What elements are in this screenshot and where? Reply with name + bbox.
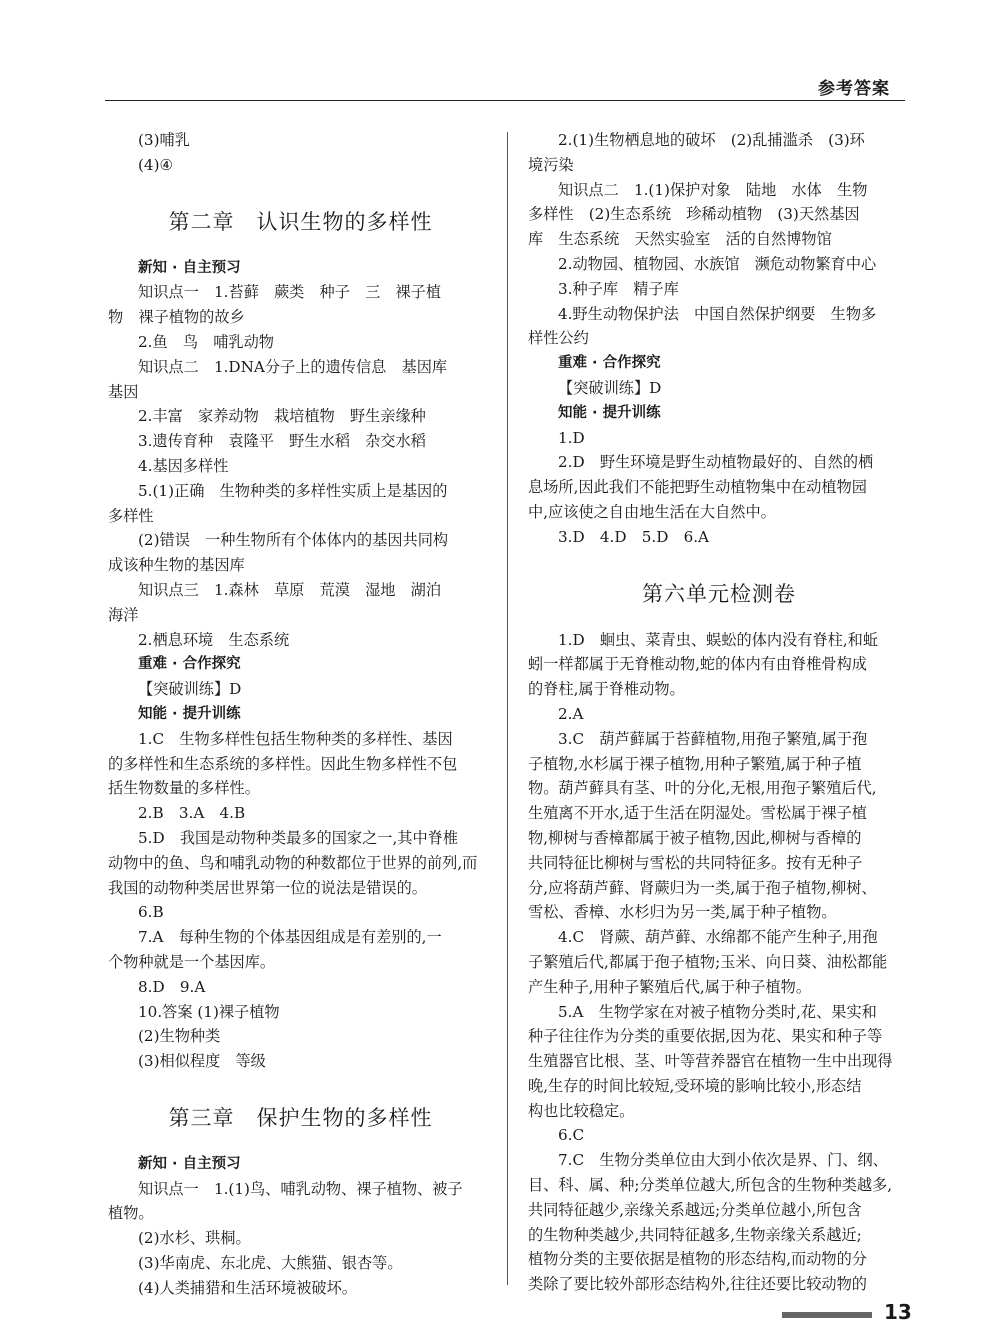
answer-line: 5.(1)正确 生物种类的多样性实质上是基因的: [138, 481, 448, 500]
answer-line: 4.野生动物保护法 中国自然保护纲要 生物多: [558, 304, 877, 323]
section-heading: 知能 · 提升训练: [558, 404, 661, 421]
answer-line: 知识点二 1.DNA分子上的遗传信息 基因库: [138, 357, 448, 376]
unit-test-title: 第六单元检测卷: [642, 581, 796, 606]
answer-line: 子植物,水杉属于裸子植物,用种子繁殖,属于种子植: [528, 754, 862, 773]
answer-line: 植物。: [108, 1204, 154, 1223]
answer-line: (3)华南虎、东北虎、大熊猫、银杏等。: [138, 1254, 403, 1273]
answer-line: 知识点一 1.(1)鸟、哺乳动物、裸子植物、被子: [138, 1179, 463, 1198]
answer-line: 6.B: [138, 903, 164, 922]
answer-line: 种子往往作为分类的重要依据,因为花、果实和种子等: [528, 1027, 883, 1046]
column-divider: [507, 132, 508, 1285]
answer-line: 6.C: [558, 1126, 585, 1145]
answer-line: 2.A: [558, 704, 584, 723]
answer-line: 3.D 4.D 5.D 6.A: [558, 527, 710, 546]
answer-line: 多样性 (2)生态系统 珍稀动植物 (3)天然基因: [528, 205, 860, 224]
answer-line: 2.鱼 鸟 哺乳动物: [138, 332, 274, 351]
answer-line: 个物种就是一个基因库。: [108, 952, 276, 971]
answer-line: 知识点三 1.森林 草原 荒漠 湿地 湖泊: [138, 580, 442, 599]
answer-line: 动物中的鱼、鸟和哺乳动物的种数都位于世界的前列,而: [108, 853, 478, 872]
section-heading: 新知 · 自主预习: [138, 259, 241, 276]
answer-line: 息场所,因此我们不能把野生动植物集中在动植物园: [528, 478, 867, 497]
answer-line: 2.动物园、植物园、水族馆 濒危动物繁育中心: [558, 254, 877, 273]
answer-line: 样性公约: [528, 329, 589, 348]
answer-line: 成该种生物的基因库: [108, 556, 245, 575]
answer-line: 物,柳树与香樟都属于被子植物,因此,柳树与香樟的: [528, 828, 862, 847]
answer-line: 3.C 葫芦藓属于苔藓植物,用孢子繁殖,属于孢: [558, 729, 868, 748]
answer-line: 8.D 9.A: [138, 977, 206, 996]
answer-line: 雪松、香樟、水杉归为另一类,属于种子植物。: [528, 903, 837, 922]
answer-line: 我国的动物种类居世界第一位的说法是错误的。: [108, 878, 427, 897]
answer-line: 7.C 生物分类单位由大到小依次是界、门、纲、: [558, 1151, 888, 1170]
answer-line: 类除了要比较外部形态结构外,往往还要比较动物的: [528, 1275, 867, 1294]
section-heading: 重难 · 合作探究: [138, 656, 241, 673]
answer-line: 知识点二 1.(1)保护对象 陆地 水体 生物: [558, 180, 868, 199]
answer-line: 1.D: [558, 428, 585, 447]
left-column: [108, 128, 493, 1301]
answer-line: (2)错误 一种生物所有个体体内的基因共同构: [138, 531, 449, 550]
answer-line: (3)哺乳: [138, 131, 190, 149]
answer-line: 产生种子,用种子繁殖后代,属于种子植物。: [528, 977, 812, 996]
answer-line: 子繁殖后代,都属于孢子植物;玉米、向日葵、油松都能: [528, 952, 888, 971]
answer-line: 4.基因多样性: [138, 456, 229, 475]
answer-line: 物。葫芦藓具有茎、叶的分化,无根,用孢子繁殖后代,: [528, 779, 877, 798]
answer-line: 5.A 生物学家在对被子植物分类时,花、果实和: [558, 1002, 877, 1021]
answer-line: (2)生物种类: [138, 1027, 221, 1046]
answer-line: 境污染: [528, 155, 574, 174]
answer-line: 库 生态系统 天然实验室 活的自然博物馆: [528, 230, 832, 249]
answer-line: 的脊柱,属于脊椎动物。: [528, 680, 685, 699]
answer-line: 生殖器官比根、茎、叶等营养器官在植物一生中出现得: [528, 1052, 893, 1071]
section-heading: 新知 · 自主预习: [138, 1155, 241, 1172]
answer-line: (4)④: [138, 155, 174, 174]
answer-line: 10.答案 (1)裸子植物: [138, 1002, 280, 1021]
answer-line: 1.D 蛔虫、菜青虫、蜈蚣的体内没有脊柱,和蚯: [558, 630, 879, 649]
footer-bar: [782, 1312, 872, 1318]
answer-line: (3)相似程度 等级: [138, 1052, 266, 1071]
answer-line: 海洋: [108, 605, 139, 624]
answer-line: 2.丰富 家养动物 栽培植物 野生亲缘种: [138, 407, 426, 426]
answer-line: 晚,生存的时间比较短,受环境的影响比较小,形态结: [528, 1076, 862, 1095]
answer-line: 的生物种类越少,共同特征越多,生物亲缘关系越近;: [528, 1225, 862, 1244]
answer-line: (2)水杉、珙桐。: [138, 1229, 251, 1248]
header-divider: [105, 100, 905, 101]
answer-line: 蚓一样都属于无脊椎动物,蛇的体内有由脊椎骨构成: [528, 655, 867, 674]
answer-line: 多样性: [108, 506, 154, 525]
breakthrough-answer: 【突破训练】D: [138, 680, 242, 699]
answer-line: 生殖离不开水,适于生活在阴湿处。雪松属于裸子植: [528, 804, 867, 823]
page-number: 13: [884, 1300, 912, 1324]
section-heading: 知能 · 提升训练: [138, 705, 241, 722]
answer-line: 4.C 肾蕨、葫芦藓、水绵都不能产生种子,用孢: [558, 928, 878, 947]
chapter-title: 第三章 保护生物的多样性: [168, 1105, 433, 1130]
section-heading: 重难 · 合作探究: [558, 355, 661, 372]
answer-line: 中,应该使之自由地生活在大自然中。: [528, 502, 776, 521]
answer-line: 的多样性和生态系统的多样性。因此生物多样性不包: [108, 754, 458, 773]
answer-line: 1.C 生物多样性包括生物种类的多样性、基因: [138, 729, 453, 748]
answer-line: 5.D 我国是动物种类最多的国家之一,其中脊椎: [138, 828, 459, 847]
answer-line: 2.B 3.A 4.B: [138, 804, 246, 823]
answer-line: 基因: [108, 382, 139, 401]
answer-line: 2.(1)生物栖息地的破坏 (2)乱捕滥杀 (3)环: [558, 131, 865, 149]
answer-line: 分,应将葫芦藓、肾蕨归为一类,属于孢子植物,柳树、: [528, 878, 877, 897]
breakthrough-answer: 【突破训练】D: [558, 378, 662, 397]
answer-line: (4)人类捕猎和生活环境被破坏。: [138, 1278, 357, 1297]
answer-line: 2.D 野生环境是野生动植物最好的、自然的栖: [558, 453, 874, 472]
answer-line: 物 裸子植物的故乡: [108, 308, 245, 327]
right-column: [528, 128, 910, 1297]
answer-line: 目、科、属、种;分类单位越大,所包含的生物种类越多,: [528, 1176, 893, 1195]
chapter-title: 第二章 认识生物的多样性: [168, 209, 433, 234]
answer-line: 知识点一 1.苔藓 蕨类 种子 三 裸子植: [138, 283, 442, 302]
answer-line: 共同特征越少,亲缘关系越远;分类单位越小,所包含: [528, 1200, 862, 1219]
answer-line: 植物分类的主要依据是植物的形态结构,而动物的分: [528, 1250, 867, 1269]
answer-line: 7.A 每种生物的个体基因组成是有差别的,一: [138, 928, 442, 947]
answer-line: 构也比较稳定。: [528, 1101, 635, 1120]
answer-line: 2.栖息环境 生态系统: [138, 630, 290, 649]
answer-line: 3.种子库 精子库: [558, 279, 679, 298]
header-label: 参考答案: [818, 79, 890, 99]
answer-line: 共同特征比柳树与雪松的共同特征多。按有无种子: [528, 853, 863, 872]
answer-line: 3.遗传育种 袁隆平 野生水稻 杂交水稻: [138, 432, 426, 451]
answer-line: 括生物数量的多样性。: [108, 779, 260, 798]
